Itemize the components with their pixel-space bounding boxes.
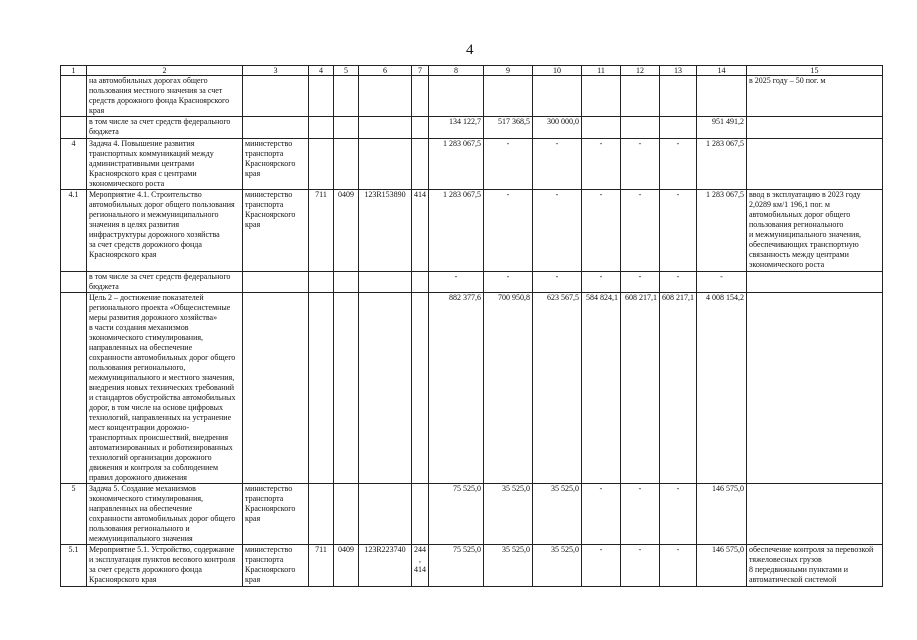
amount-cell: 882 377,6 (429, 293, 484, 484)
amount-cell: 35 525,0 (484, 484, 533, 545)
code-grbs: 711 (309, 545, 334, 587)
code-vr (412, 272, 429, 293)
code-grbs: 711 (309, 190, 334, 272)
code-vr (412, 117, 429, 139)
amount-cell (621, 117, 660, 139)
amount-cell: - (660, 190, 697, 272)
row-description: Цель 2 – достижение показателей регионального проекта «Общесистемные меры развития дорожного хозяйства» в части создания механизмов экономического стимулирования, направленных на обеспечение сохранности автомобильных дорог общего пользования регионального, межмуниципального и местного значения, внедрения новых технических требований и стандартов обустройства автомобильных дорог, в том числе на основе цифровых технологий, направленных на устранение мест концентрации дорожно- транспортных происшествий, внедрения автоматизированных и роботизированных технологий организации дорожного движения и контроля за соблюдением правил дорожного движения (87, 293, 243, 484)
col-header: 15 (747, 66, 883, 76)
responsible-body: министерство транспорта Красноярского края (243, 190, 309, 272)
amount-cell: 35 525,0 (533, 545, 582, 587)
row-description: в том числе за счет средств федерального бюджета (87, 117, 243, 139)
code-vr (412, 293, 429, 484)
row-number (61, 272, 87, 293)
amount-cell: - (533, 190, 582, 272)
amount-cell: 35 525,0 (484, 545, 533, 587)
code-csr (359, 76, 412, 117)
amount-cell (660, 76, 697, 117)
amount-cell (621, 76, 660, 117)
col-header: 6 (359, 66, 412, 76)
row-description: на автомобильных дорогах общего пользования местного значения за счет средств дорожного фонда Красноярского края (87, 76, 243, 117)
row-number (61, 76, 87, 117)
amount-cell: - (621, 272, 660, 293)
code-grbs (309, 293, 334, 484)
amount-cell: 1 283 067,5 (429, 190, 484, 272)
amount-cell: - (621, 545, 660, 587)
code-rzpr (334, 139, 359, 190)
total-cell (697, 76, 747, 117)
row-number: 4.1 (61, 190, 87, 272)
amount-cell: - (621, 139, 660, 190)
responsible-body (243, 117, 309, 139)
amount-cell: - (484, 190, 533, 272)
code-csr: 123R223740 (359, 545, 412, 587)
budget-table (60, 65, 883, 587)
amount-cell: 623 567,5 (533, 293, 582, 484)
amount-cell: 35 525,0 (533, 484, 582, 545)
amount-cell: - (621, 190, 660, 272)
amount-cell (429, 76, 484, 117)
code-rzpr (334, 272, 359, 293)
amount-cell: - (484, 139, 533, 190)
col-header: 10 (533, 66, 582, 76)
amount-cell: - (429, 272, 484, 293)
code-csr (359, 293, 412, 484)
row-number (61, 293, 87, 484)
amount-cell: 608 217,1 (660, 293, 697, 484)
expected-result (747, 139, 883, 190)
table-row (61, 272, 883, 293)
code-rzpr (334, 76, 359, 117)
table-row (61, 117, 883, 139)
col-header: 7 (412, 66, 429, 76)
code-csr (359, 484, 412, 545)
page-number: 4 (466, 42, 474, 58)
amount-cell (582, 117, 621, 139)
amount-cell: 517 368,5 (484, 117, 533, 139)
amount-cell (533, 76, 582, 117)
amount-cell: - (582, 484, 621, 545)
amount-cell: 75 525,0 (429, 484, 484, 545)
amount-cell: - (660, 545, 697, 587)
code-vr (412, 76, 429, 117)
code-vr: 244, 414 (412, 545, 429, 587)
expected-result (747, 272, 883, 293)
responsible-body (243, 272, 309, 293)
amount-cell: 134 122,7 (429, 117, 484, 139)
table-row (61, 76, 883, 117)
amount-cell: - (582, 272, 621, 293)
total-cell: 1 283 067,5 (697, 190, 747, 272)
responsible-body: министерство транспорта Красноярского края (243, 545, 309, 587)
code-csr: 123R153890 (359, 190, 412, 272)
expected-result (747, 484, 883, 545)
responsible-body: министерство транспорта Красноярского края (243, 139, 309, 190)
amount-cell: - (582, 139, 621, 190)
row-description: Мероприятие 4.1. Строительство автомобильных дорог общего пользования регионального и межмуниципального значения в целях развития инфраструктуры дорожного хозяйства за счет средств дорожного фонда Красноярского края (87, 190, 243, 272)
col-header: 12 (621, 66, 660, 76)
total-cell: 146 575,0 (697, 545, 747, 587)
col-header: 3 (243, 66, 309, 76)
amount-cell: - (582, 545, 621, 587)
col-header: 13 (660, 66, 697, 76)
total-cell: 1 283 067,5 (697, 139, 747, 190)
expected-result (747, 117, 883, 139)
amount-cell: - (582, 190, 621, 272)
amount-cell (484, 76, 533, 117)
row-description: Задача 4. Повышение развития транспортных коммуникаций между административными центрами Красноярского края с центрами экономического роста (87, 139, 243, 190)
col-header: 1 (61, 66, 87, 76)
col-header: 14 (697, 66, 747, 76)
amount-cell: - (533, 139, 582, 190)
row-number: 5.1 (61, 545, 87, 587)
code-grbs (309, 139, 334, 190)
code-vr (412, 484, 429, 545)
amount-cell: 584 824,1 (582, 293, 621, 484)
expected-result: обеспечение контроля за перевозкой тяжеловесных грузов 8 передвижными пунктами и автоматической системой (747, 545, 883, 587)
amount-cell: - (660, 139, 697, 190)
row-description: Мероприятие 5.1. Устройство, содержание и эксплуатация пунктов весового контроля за счет средств дорожного фонда Красноярского края (87, 545, 243, 587)
table-row (61, 484, 883, 545)
code-csr (359, 117, 412, 139)
col-header: 11 (582, 66, 621, 76)
row-number: 4 (61, 139, 87, 190)
total-cell: - (697, 272, 747, 293)
code-rzpr: 0409 (334, 545, 359, 587)
code-grbs (309, 484, 334, 545)
code-rzpr (334, 484, 359, 545)
row-number (61, 117, 87, 139)
responsible-body: министерство транспорта Красноярского края (243, 484, 309, 545)
responsible-body (243, 76, 309, 117)
amount-cell: - (484, 272, 533, 293)
expected-result (747, 293, 883, 484)
expected-result: ввод в эксплуатацию в 2023 году 2,0289 км/1 196,1 пог. м автомобильных дорог общего пользования регионального и межмуниципального значения, обеспечивающих транспортную связанность между центрами экономического роста (747, 190, 883, 272)
code-rzpr (334, 293, 359, 484)
table-row (61, 190, 883, 272)
amount-cell (660, 117, 697, 139)
column-number-row (61, 66, 883, 76)
table-row (61, 545, 883, 587)
code-grbs (309, 272, 334, 293)
code-grbs (309, 76, 334, 117)
responsible-body (243, 293, 309, 484)
row-number: 5 (61, 484, 87, 545)
total-cell: 146 575,0 (697, 484, 747, 545)
code-rzpr: 0409 (334, 190, 359, 272)
total-cell: 4 008 154,2 (697, 293, 747, 484)
code-grbs (309, 117, 334, 139)
code-csr (359, 272, 412, 293)
amount-cell: 300 000,0 (533, 117, 582, 139)
code-csr (359, 139, 412, 190)
code-vr (412, 139, 429, 190)
col-header: 9 (484, 66, 533, 76)
code-rzpr (334, 117, 359, 139)
col-header: 4 (309, 66, 334, 76)
col-header: 5 (334, 66, 359, 76)
amount-cell (582, 76, 621, 117)
amount-cell: 700 950,8 (484, 293, 533, 484)
code-vr: 414 (412, 190, 429, 272)
amount-cell: 75 525,0 (429, 545, 484, 587)
row-description: Задача 5. Создание механизмов экономического стимулирования, направленных на обеспечение сохранности автомобильных дорог общего пользования регионального и межмуниципального значения (87, 484, 243, 545)
amount-cell: - (660, 484, 697, 545)
amount-cell: 608 217,1 (621, 293, 660, 484)
row-description: в том числе за счет средств федерального бюджета (87, 272, 243, 293)
table-row (61, 139, 883, 190)
amount-cell: - (621, 484, 660, 545)
col-header: 2 (87, 66, 243, 76)
total-cell: 951 491,2 (697, 117, 747, 139)
table-row (61, 293, 883, 484)
amount-cell: - (533, 272, 582, 293)
col-header: 8 (429, 66, 484, 76)
expected-result: в 2025 году – 50 пог. м (747, 76, 883, 117)
amount-cell: - (660, 272, 697, 293)
amount-cell: 1 283 067,5 (429, 139, 484, 190)
